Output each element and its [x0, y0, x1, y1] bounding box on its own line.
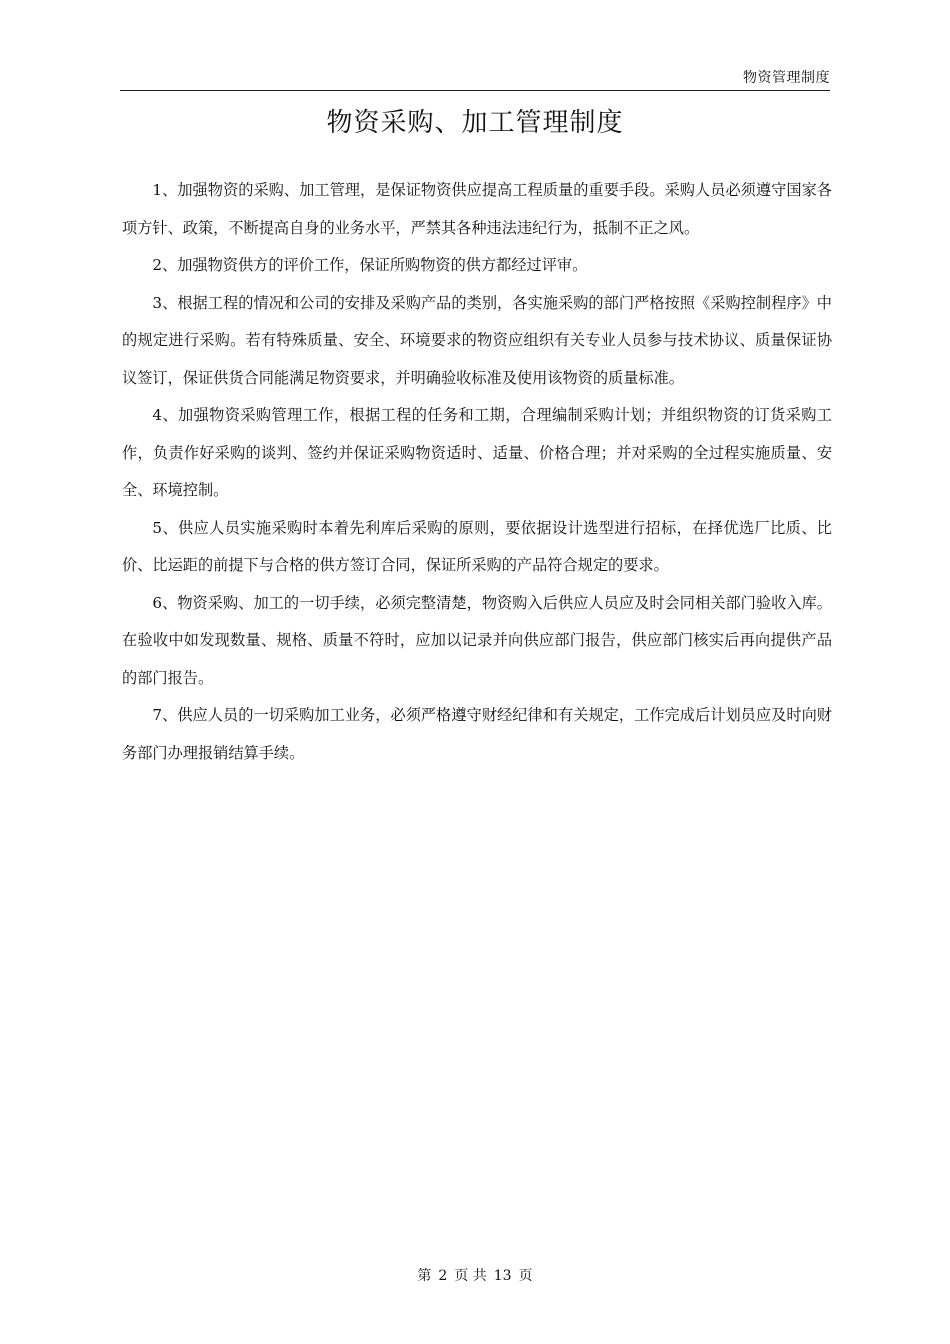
paragraph-3: 3、根据工程的情况和公司的安排及采购产品的类别，各实施采购的部门严格按照《采购控制程序》中的规定进行采购。若有特殊质量、安全、环境要求的物资应组织有关专业人员参与技术协议、质量保证协议签订，保证供货合同能满足物资要求，并明确验收标准及使用该物资的质量标准。: [122, 293, 832, 387]
footer-page-number: 2: [438, 1268, 448, 1284]
paragraph-7: 7、供应人员的一切采购加工业务，必须严格遵守财经纪律和有关规定，工作完成后计划员应及时向财务部门办理报销结算手续。: [122, 706, 832, 762]
document-title: 物资采购、加工管理制度: [326, 108, 624, 138]
paragraph-5: 5、供应人员实施采购时本着先利库后采购的原则，要依据设计选型进行招标，在择优选厂比质、比价、比运距的前提下与合格的供方签订合同，保证所采购的产品符合规定的要求。: [122, 518, 832, 574]
footer-prefix: 第: [417, 1268, 432, 1284]
header-rule: [120, 90, 830, 91]
running-header: 物资管理制度: [743, 70, 830, 86]
paragraph-1: 1、加强物资的采购、加工管理，是保证物资供应提高工程质量的重要手段。采购人员必须遵守国家各项方针、政策，不断提高自身的业务水平，严禁其各种违法违纪行为，抵制不正之风。: [122, 181, 832, 237]
footer-total-pages: 13: [493, 1268, 512, 1284]
paragraph-6: 6、物资采购、加工的一切手续，必须完整清楚，物资购入后供应人员应及时会同相关部门验收入库。在验收中如发现数量、规格、质量不符时，应加以记录并向供应部门报告，供应部门核实后再向提供产品的部门报告。: [122, 593, 832, 687]
document-body: [122, 172, 832, 772]
footer-mid: 页 共: [454, 1268, 487, 1284]
page-footer: [120, 1266, 830, 1286]
footer-suffix: 页: [518, 1268, 533, 1284]
paragraph-4: 4、加强物资采购管理工作，根据工程的任务和工期，合理编制采购计划；并组织物资的订货采购工作，负责作好采购的谈判、签约并保证采购物资适时、适量、价格合理；并对采购的全过程实施质量、安全、环境控制。: [122, 406, 832, 499]
paragraph-2: 2、加强物资供方的评价工作，保证所购物资的供方都经过评审。: [152, 256, 588, 274]
